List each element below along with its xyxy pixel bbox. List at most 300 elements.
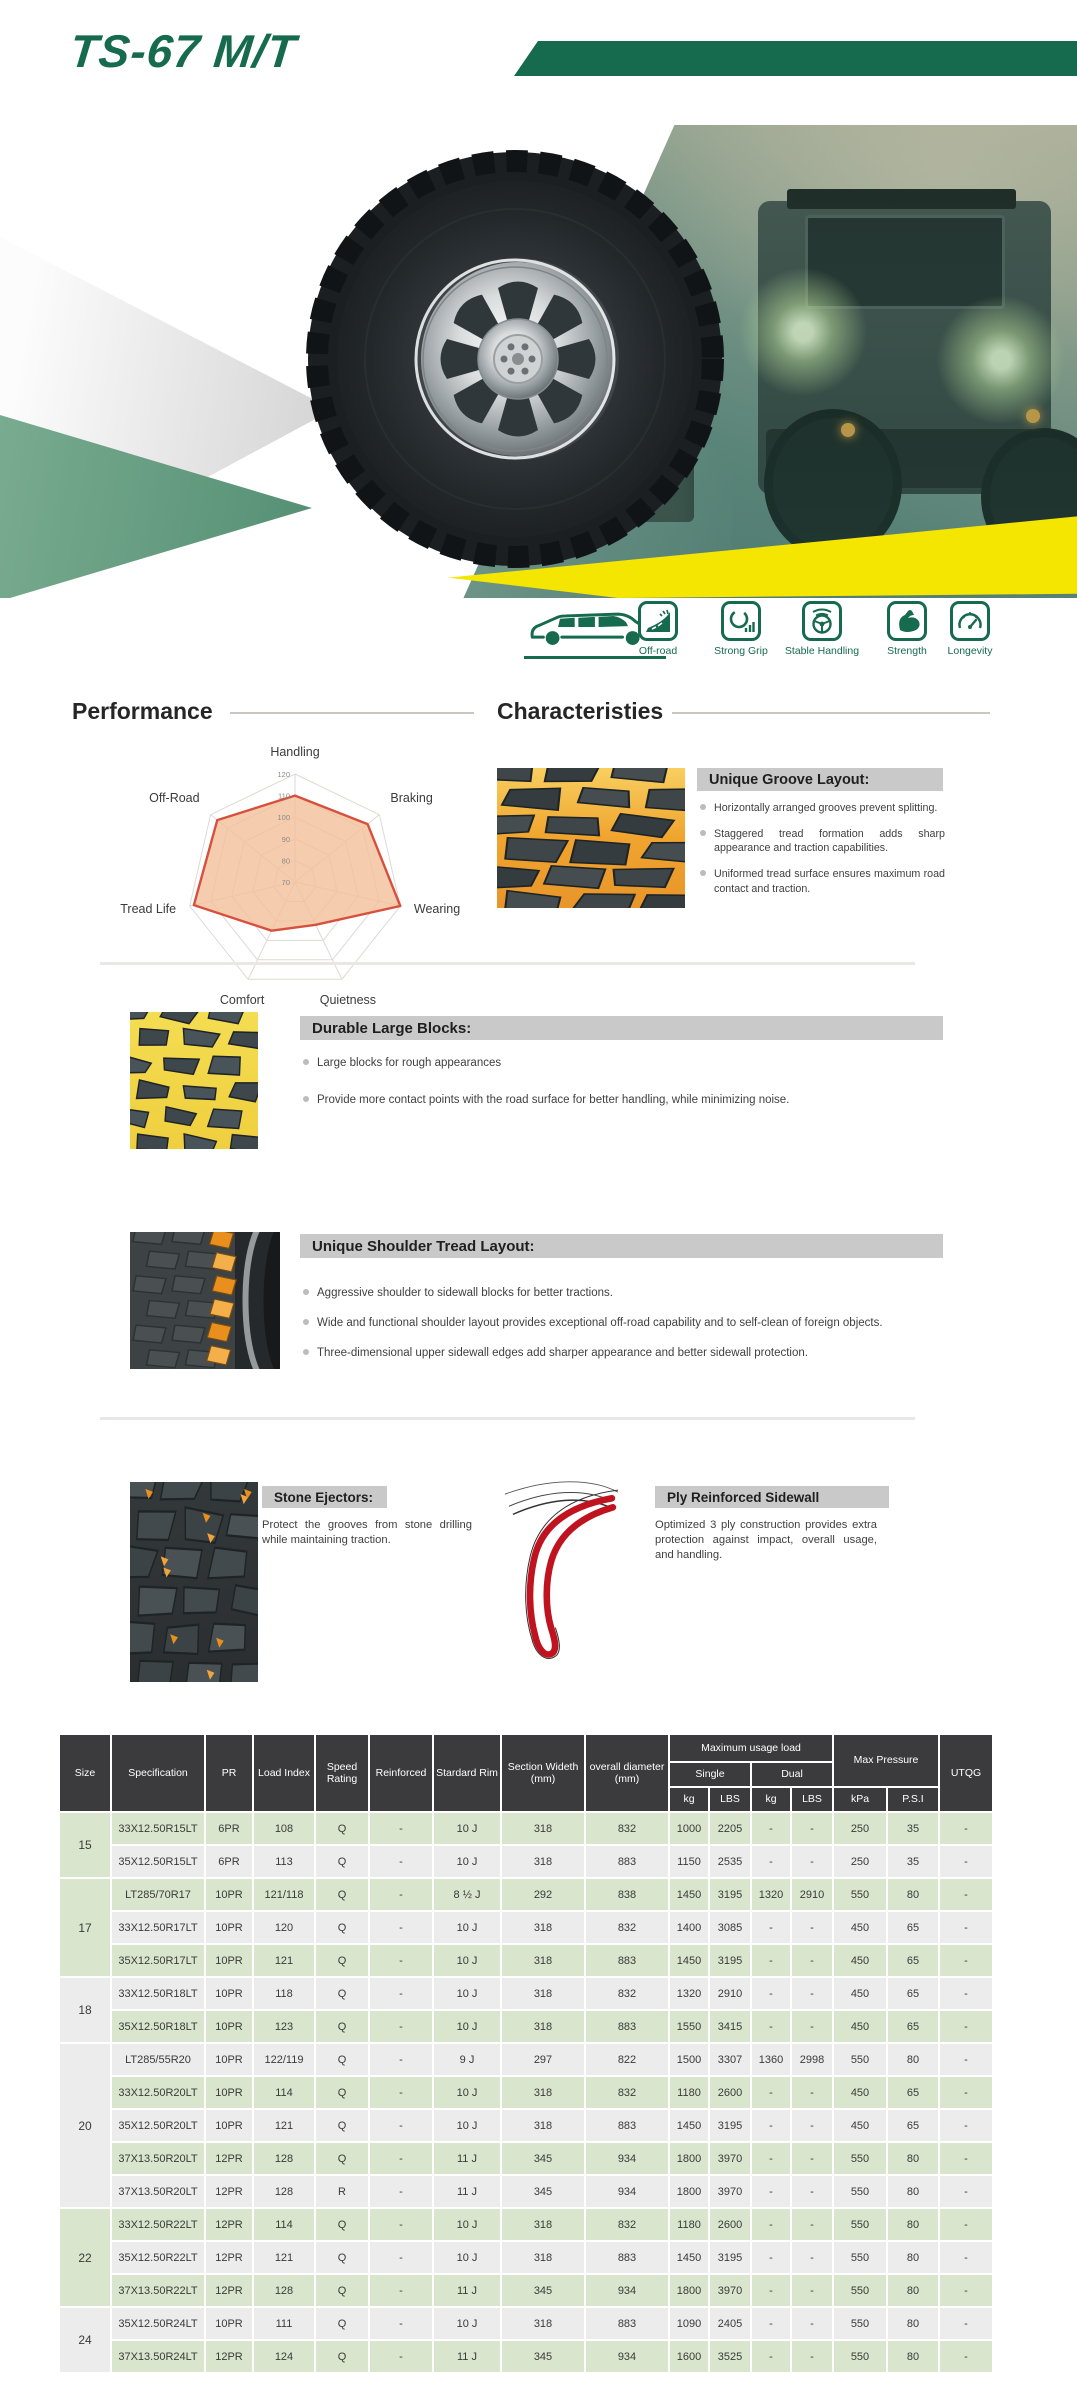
spec-cell: 297 <box>502 2044 584 2075</box>
spec-cell: 2205 <box>710 1813 750 1844</box>
spec-cell: 292 <box>502 1879 584 1910</box>
spec-cell: 550 <box>834 1879 886 1910</box>
spec-cell: 550 <box>834 2143 886 2174</box>
spec-cell: 65 <box>888 1912 938 1943</box>
spec-cell: 3970 <box>710 2275 750 2306</box>
spec-cell: 113 <box>254 1846 314 1877</box>
spec-cell: - <box>752 1978 790 2009</box>
spec-cell: 550 <box>834 2044 886 2075</box>
column-header: Single <box>670 1763 750 1786</box>
spec-cell: 10 J <box>434 1945 500 1976</box>
spec-cell: 12PR <box>206 2275 252 2306</box>
brand-bar-decoration <box>514 41 1077 76</box>
spec-cell: 3415 <box>710 2011 750 2042</box>
spec-cell: 3085 <box>710 1912 750 1943</box>
spec-cell: Q <box>316 1813 368 1844</box>
spec-cell: 114 <box>254 2209 314 2240</box>
spec-cell: - <box>370 2176 432 2207</box>
feature-offroad <box>616 601 700 673</box>
spec-cell: Q <box>316 2011 368 2042</box>
spec-cell: - <box>370 1978 432 2009</box>
size-group-cell: 17 <box>60 1879 110 1976</box>
spec-cell: 318 <box>502 1846 584 1877</box>
spec-cell: - <box>752 2143 790 2174</box>
spec-cell: - <box>940 2209 992 2240</box>
spec-cell: 883 <box>586 2242 668 2273</box>
spec-cell: - <box>940 2242 992 2273</box>
blocks-tread-image <box>130 1012 258 1149</box>
spec-row <box>60 2143 992 2174</box>
spec-cell: Q <box>316 2143 368 2174</box>
size-group-cell: 15 <box>60 1813 110 1877</box>
spec-cell: 37X13.50R20LT <box>112 2176 204 2207</box>
svg-text:110: 110 <box>278 791 290 801</box>
spec-cell: - <box>940 1813 992 1844</box>
spec-cell: 318 <box>502 2110 584 2141</box>
hero-banner <box>0 125 1077 598</box>
spec-cell: - <box>940 1846 992 1877</box>
size-group-cell: 22 <box>60 2209 110 2306</box>
spec-cell: Q <box>316 2044 368 2075</box>
spec-cell: 822 <box>586 2044 668 2075</box>
spec-cell: - <box>370 1846 432 1877</box>
spec-cell: 1550 <box>670 2011 708 2042</box>
spec-cell: 450 <box>834 1945 886 1976</box>
block-title: Unique Shoulder Tread Layout: <box>312 1237 535 1255</box>
spec-cell: - <box>940 2077 992 2108</box>
feature-stable-handling <box>772 601 872 673</box>
spec-cell: LT285/70R17 <box>112 1879 204 1910</box>
spec-cell: - <box>792 1813 832 1844</box>
size-group-cell: 24 <box>60 2308 110 2372</box>
size-group-cell: 18 <box>60 1978 110 2042</box>
spec-cell: Q <box>316 2110 368 2141</box>
spec-cell: 123 <box>254 2011 314 2042</box>
bullet-item: Wide and functional shoulder layout provides exceptional off-road capability and to self-clean of foreign objects. <box>303 1316 903 1331</box>
spec-cell: 35X12.50R22LT <box>112 2242 204 2273</box>
ply-sidewall-diagram <box>498 1476 646 1668</box>
svg-text:70: 70 <box>281 878 290 887</box>
spec-cell: 838 <box>586 1879 668 1910</box>
spec-cell: 1600 <box>670 2341 708 2372</box>
spec-cell: 2600 <box>710 2209 750 2240</box>
spec-cell: - <box>792 2110 832 2141</box>
spec-cell: 318 <box>502 1912 584 1943</box>
spec-cell: 35X12.50R15LT <box>112 1846 204 1877</box>
spec-cell: 450 <box>834 1978 886 2009</box>
spec-cell: 10 J <box>434 2011 500 2042</box>
spec-cell: 12PR <box>206 2209 252 2240</box>
column-header: Dual <box>752 1763 832 1786</box>
brand-model-logo: TS-67 M/T <box>67 25 299 77</box>
spec-cell: 550 <box>834 2242 886 2273</box>
bullet-item: Large blocks for rough appearances <box>303 1056 943 1071</box>
spec-cell: 121/118 <box>254 1879 314 1910</box>
spec-cell: 250 <box>834 1846 886 1877</box>
spec-cell: 80 <box>888 2308 938 2339</box>
spec-cell: 550 <box>834 2275 886 2306</box>
svg-text:Tread Life: Tread Life <box>120 902 177 917</box>
spec-cell: 37X13.50R22LT <box>112 2275 204 2306</box>
spec-cell: 550 <box>834 2308 886 2339</box>
spec-cell: 3970 <box>710 2143 750 2174</box>
spec-cell: 318 <box>502 1945 584 1976</box>
spec-cell: - <box>940 1978 992 2009</box>
spec-cell: - <box>940 2176 992 2207</box>
spec-cell: 883 <box>586 2110 668 2141</box>
spec-cell: - <box>370 2044 432 2075</box>
spec-cell: Q <box>316 2209 368 2240</box>
spec-cell: - <box>752 1912 790 1943</box>
spec-cell: 318 <box>502 2209 584 2240</box>
spec-cell: 450 <box>834 2011 886 2042</box>
column-header: Stardard Rim <box>434 1735 500 1811</box>
spec-cell: - <box>370 2308 432 2339</box>
spec-cell: - <box>370 1813 432 1844</box>
spec-cell: 1320 <box>752 1879 790 1910</box>
spec-cell: - <box>752 2077 790 2108</box>
spec-cell: 2535 <box>710 1846 750 1877</box>
spec-cell: - <box>792 2242 832 2273</box>
spec-cell: 35 <box>888 1813 938 1844</box>
spec-cell: 2910 <box>792 1879 832 1910</box>
performance-heading: Performance <box>72 698 213 724</box>
spec-cell: - <box>752 1945 790 1976</box>
spec-cell: 9 J <box>434 2044 500 2075</box>
spec-cell: 11 J <box>434 2176 500 2207</box>
spec-cell: 10PR <box>206 2308 252 2339</box>
spec-cell: 8 ½ J <box>434 1879 500 1910</box>
spec-cell: 832 <box>586 2077 668 2108</box>
spec-cell: 10 J <box>434 2242 500 2273</box>
spec-cell: Q <box>316 2308 368 2339</box>
bullet-item: Three-dimensional upper sidewall edges add sharper appearance and better sidewall protection. <box>303 1346 903 1361</box>
spec-cell: 318 <box>502 1813 584 1844</box>
spec-cell: 883 <box>586 2308 668 2339</box>
spec-cell: - <box>940 2143 992 2174</box>
groove-tread-image <box>497 768 685 908</box>
spec-cell: 108 <box>254 1813 314 1844</box>
feature-label: Strength <box>887 645 927 657</box>
stable-handling-icon <box>802 601 842 641</box>
spec-cell: 12PR <box>206 2341 252 2372</box>
spec-cell: 10PR <box>206 2044 252 2075</box>
spec-cell: 120 <box>254 1912 314 1943</box>
spec-cell: 3525 <box>710 2341 750 2372</box>
spec-row <box>60 2242 992 2273</box>
section-divider <box>100 1417 915 1420</box>
heading-rule <box>230 712 474 714</box>
block-title-bar <box>697 768 943 791</box>
text-block <box>262 1518 472 1561</box>
spec-cell: 2600 <box>710 2077 750 2108</box>
spec-cell: 883 <box>586 1846 668 1877</box>
spec-cell: 11 J <box>434 2143 500 2174</box>
spec-cell: Q <box>316 2275 368 2306</box>
spec-cell: 3307 <box>710 2044 750 2075</box>
spec-cell: 124 <box>254 2341 314 2372</box>
spec-cell: 10PR <box>206 2077 252 2108</box>
svg-text:Wearing: Wearing <box>413 902 461 917</box>
spec-cell: 121 <box>254 2110 314 2141</box>
spec-row <box>60 1813 992 1844</box>
spec-cell: - <box>940 1945 992 1976</box>
feature-strong-grip <box>701 601 781 673</box>
spec-cell: Q <box>316 2077 368 2108</box>
svg-text:Handling: Handling <box>270 745 320 759</box>
spec-cell: 10 J <box>434 1813 500 1844</box>
bullet-list <box>700 801 945 908</box>
spec-cell: 65 <box>888 2110 938 2141</box>
spec-cell: 1500 <box>670 2044 708 2075</box>
spec-cell: 1090 <box>670 2308 708 2339</box>
strength-icon <box>887 601 927 641</box>
spec-cell: 450 <box>834 2077 886 2108</box>
spec-cell: 450 <box>834 1912 886 1943</box>
performance-radar-chart <box>58 732 518 1050</box>
spec-cell: 111 <box>254 2308 314 2339</box>
spec-cell: 10 J <box>434 2110 500 2141</box>
spec-row <box>60 1945 992 1976</box>
spec-cell: - <box>370 2209 432 2240</box>
spec-cell: - <box>752 2209 790 2240</box>
spec-cell: 65 <box>888 2077 938 2108</box>
longevity-icon <box>950 601 990 641</box>
spec-row <box>60 2077 992 2108</box>
heading-rule <box>672 712 990 714</box>
characteristics-heading: Characteristies <box>497 698 664 724</box>
column-header: LBS <box>710 1788 750 1811</box>
svg-text:Quietness: Quietness <box>319 992 377 1007</box>
spec-cell: 128 <box>254 2143 314 2174</box>
spec-cell: 12PR <box>206 2143 252 2174</box>
text-block <box>655 1518 877 1575</box>
spec-cell: 1180 <box>670 2077 708 2108</box>
spec-cell: - <box>940 2341 992 2372</box>
offroad-icon <box>638 601 678 641</box>
spec-cell: R <box>316 2176 368 2207</box>
spec-cell: Q <box>316 2242 368 2273</box>
spec-cell: 37X13.50R20LT <box>112 2143 204 2174</box>
spec-cell: - <box>370 1879 432 1910</box>
spec-cell: 1400 <box>670 1912 708 1943</box>
spec-cell: Q <box>316 1846 368 1877</box>
spec-cell: 934 <box>586 2341 668 2372</box>
spec-cell: 80 <box>888 2176 938 2207</box>
spec-cell: 6PR <box>206 1846 252 1877</box>
section-divider <box>100 962 915 965</box>
spec-cell: 33X12.50R15LT <box>112 1813 204 1844</box>
specification-table <box>58 1733 994 2374</box>
spec-cell: 2998 <box>792 2044 832 2075</box>
spec-row <box>60 2308 992 2339</box>
spec-cell: 1180 <box>670 2209 708 2240</box>
column-header: Reinforced <box>370 1735 432 1811</box>
svg-text:Comfort: Comfort <box>219 992 265 1007</box>
tire-product-image <box>293 125 740 598</box>
column-header: LBS <box>792 1788 832 1811</box>
column-header: Max Pressure <box>834 1735 938 1786</box>
spec-cell: 35 <box>888 1846 938 1877</box>
spec-cell: 10PR <box>206 1978 252 2009</box>
bullet-list <box>303 1056 943 1130</box>
spec-cell: 10PR <box>206 1912 252 1943</box>
feature-label: Strong Grip <box>714 645 768 657</box>
spec-cell: - <box>792 1978 832 2009</box>
spec-cell: - <box>370 2143 432 2174</box>
spec-cell: 318 <box>502 1978 584 2009</box>
spec-cell: - <box>940 1912 992 1943</box>
spec-cell: - <box>792 2308 832 2339</box>
spec-cell: 10PR <box>206 2011 252 2042</box>
spec-cell: - <box>752 2341 790 2372</box>
spec-cell: 883 <box>586 2011 668 2042</box>
spec-cell: - <box>792 2176 832 2207</box>
spec-row <box>60 2110 992 2141</box>
spec-cell: Q <box>316 1978 368 2009</box>
spec-cell: 80 <box>888 2242 938 2273</box>
spec-cell: - <box>370 2011 432 2042</box>
spec-row <box>60 2044 992 2075</box>
spec-cell: - <box>752 1813 790 1844</box>
column-header: Size <box>60 1735 110 1811</box>
feature-label: Longevity <box>947 645 993 657</box>
spec-row <box>60 1846 992 1877</box>
spec-cell: 1800 <box>670 2275 708 2306</box>
spec-row <box>60 1879 992 1910</box>
spec-cell: Q <box>316 2341 368 2372</box>
block-title: Stone Ejectors: <box>274 1489 374 1505</box>
spec-cell: - <box>752 2242 790 2273</box>
spec-cell: - <box>370 1912 432 1943</box>
spec-cell: - <box>752 2275 790 2306</box>
spec-row <box>60 2176 992 2207</box>
svg-text:Braking: Braking <box>390 790 433 805</box>
spec-cell: - <box>940 2110 992 2141</box>
spec-cell: - <box>792 2011 832 2042</box>
spec-cell: - <box>370 2341 432 2372</box>
spec-cell: 832 <box>586 1912 668 1943</box>
feature-label: Off-road <box>638 645 678 657</box>
column-header: Maximum usage load <box>670 1735 832 1761</box>
spec-cell: 550 <box>834 2341 886 2372</box>
spec-cell: 832 <box>586 1978 668 2009</box>
svg-text:120: 120 <box>277 770 290 779</box>
bullet-item: Horizontally arranged grooves prevent splitting. <box>700 801 945 815</box>
spec-cell: - <box>370 2077 432 2108</box>
spec-cell: 121 <box>254 2242 314 2273</box>
spec-cell: 10PR <box>206 1945 252 1976</box>
svg-text:80: 80 <box>281 856 290 866</box>
spec-cell: - <box>370 2275 432 2306</box>
strong-grip-icon <box>721 601 761 641</box>
spec-cell: 11 J <box>434 2341 500 2372</box>
spec-cell: 3195 <box>710 1879 750 1910</box>
spec-cell: - <box>792 2143 832 2174</box>
spec-cell: 114 <box>254 2077 314 2108</box>
spec-cell: 1450 <box>670 1879 708 1910</box>
column-header: kg <box>670 1788 708 1811</box>
spec-cell: 65 <box>888 1978 938 2009</box>
spec-cell: - <box>792 2077 832 2108</box>
spec-cell: 128 <box>254 2275 314 2306</box>
spec-cell: 550 <box>834 2209 886 2240</box>
column-header: Load Index <box>254 1735 314 1811</box>
spec-cell: 934 <box>586 2143 668 2174</box>
spec-cell: - <box>792 1912 832 1943</box>
spec-cell: 80 <box>888 2044 938 2075</box>
spec-cell: - <box>792 2341 832 2372</box>
spec-row <box>60 2011 992 2042</box>
bullet-item: Protect the grooves from stone drilling while maintaining traction. <box>262 1519 472 1546</box>
spec-cell: 550 <box>834 2176 886 2207</box>
spec-cell: 11 J <box>434 2275 500 2306</box>
spec-cell: 65 <box>888 2011 938 2042</box>
block-title-bar <box>655 1486 889 1508</box>
block-title: Unique Groove Layout: <box>709 771 870 788</box>
spec-cell: Q <box>316 1945 368 1976</box>
spec-cell: 1450 <box>670 2110 708 2141</box>
spec-cell: 345 <box>502 2275 584 2306</box>
spec-cell: 3195 <box>710 2242 750 2273</box>
spec-cell: 832 <box>586 2209 668 2240</box>
spec-cell: 934 <box>586 2275 668 2306</box>
spec-cell: Q <box>316 1912 368 1943</box>
spec-cell: Q <box>316 1879 368 1910</box>
spec-cell: - <box>940 2275 992 2306</box>
spec-cell: - <box>792 2209 832 2240</box>
column-header: PR <box>206 1735 252 1811</box>
spec-cell: - <box>752 2110 790 2141</box>
spec-cell: - <box>370 2110 432 2141</box>
spec-cell: - <box>792 1945 832 1976</box>
spec-cell: 80 <box>888 2143 938 2174</box>
spec-cell: 80 <box>888 2209 938 2240</box>
spec-cell: 118 <box>254 1978 314 2009</box>
spec-cell: 35X12.50R17LT <box>112 1945 204 1976</box>
spec-cell: 318 <box>502 2308 584 2339</box>
column-header: overall diameter (mm) <box>586 1735 668 1811</box>
shoulder-tread-image <box>130 1232 280 1369</box>
spec-cell: 1450 <box>670 1945 708 1976</box>
bullet-item: Aggressive shoulder to sidewall blocks for better tractions. <box>303 1286 903 1301</box>
spec-cell: 1000 <box>670 1813 708 1844</box>
spec-cell: 10 J <box>434 2209 500 2240</box>
block-title: Ply Reinforced Sidewall <box>667 1489 820 1505</box>
spec-cell: - <box>940 2308 992 2339</box>
spec-row <box>60 2275 992 2306</box>
spec-cell: 832 <box>586 1813 668 1844</box>
column-header: kg <box>752 1788 790 1811</box>
size-group-cell: 20 <box>60 2044 110 2207</box>
block-title-bar <box>300 1234 943 1258</box>
column-header: P.S.I <box>888 1788 938 1811</box>
spec-cell: 1800 <box>670 2176 708 2207</box>
spec-cell: 10 J <box>434 1978 500 2009</box>
spec-cell: 10 J <box>434 2308 500 2339</box>
spec-cell: - <box>940 1879 992 1910</box>
spec-cell: 33X12.50R22LT <box>112 2209 204 2240</box>
feature-label: Stable Handling <box>784 645 860 657</box>
spec-cell: 35X12.50R20LT <box>112 2110 204 2141</box>
spec-cell: - <box>792 1846 832 1877</box>
spec-cell: - <box>370 1945 432 1976</box>
bullet-item: Optimized 3 ply construction provides extra protection against impact, overall usage, and handling. <box>655 1519 877 1561</box>
spec-row <box>60 2209 992 2240</box>
spec-cell: - <box>792 2275 832 2306</box>
bullet-item: Provide more contact points with the road surface for better handling, while minimizing noise. <box>303 1093 943 1108</box>
bullet-item: Staggered tread formation adds sharp appearance and traction capabilities. <box>700 827 945 855</box>
